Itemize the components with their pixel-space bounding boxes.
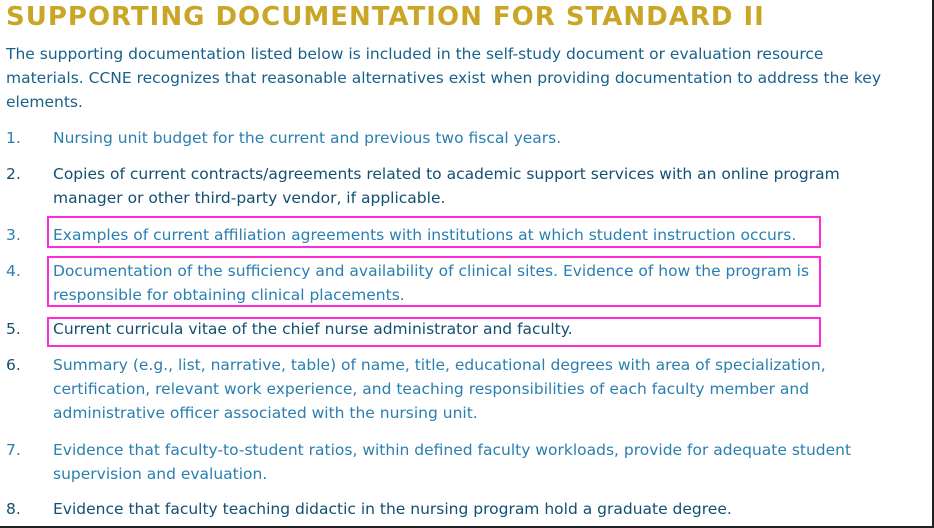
list-item-text: Evidence that faculty-to-student ratios, within defined faculty workloads, provide for adequate student supervision and evaluation. xyxy=(53,441,852,483)
list-item-number: 2. xyxy=(6,165,21,183)
list-item-number: 5. xyxy=(6,320,21,338)
highlight-box-item-4 xyxy=(47,256,821,307)
list-item-number: 8. xyxy=(6,500,21,518)
list-item-text: Evidence that faculty teaching didactic in the nursing program hold a graduate degree. xyxy=(53,500,732,518)
list-item-text: Examples of current affiliation agreements with institutions at which student instruction occurs. xyxy=(53,226,797,244)
list-item-text: Summary (e.g., list, narrative, table) of name, title, educational degrees with area of specialization, certification, relevant work experience, and teaching responsibilities of each faculty member and administrative officer associated with the nursing unit. xyxy=(53,356,826,422)
list-item-number: 4. xyxy=(6,262,21,280)
intro-paragraph: The supporting documentation listed below is included in the self-study document or evaluation resource materials. CCNE recognizes that reasonable alternatives exist when providing documentation to address the key elements. xyxy=(6,45,882,111)
list-item-number: 3. xyxy=(6,226,21,244)
list-item-text: Documentation of the sufficiency and availability of clinical sites. Evidence of how the program is responsible for obtaining clinical placements. xyxy=(53,262,810,304)
page-title: SUPPORTING DOCUMENTATION FOR STANDARD II xyxy=(6,2,765,32)
list-item-number: 1. xyxy=(6,129,21,147)
highlight-box-item-5 xyxy=(47,317,821,347)
list-item-text: Copies of current contracts/agreements related to academic support services with an online program manager or other third-party vendor, if applicable. xyxy=(53,165,840,207)
highlight-box-item-3 xyxy=(47,216,821,248)
list-item-number: 7. xyxy=(6,441,21,459)
list-item-text: Nursing unit budget for the current and previous two fiscal years. xyxy=(53,129,562,147)
list-item-text: Current curricula vitae of the chief nurse administrator and faculty. xyxy=(53,320,573,338)
list-item-number: 6. xyxy=(6,356,21,374)
